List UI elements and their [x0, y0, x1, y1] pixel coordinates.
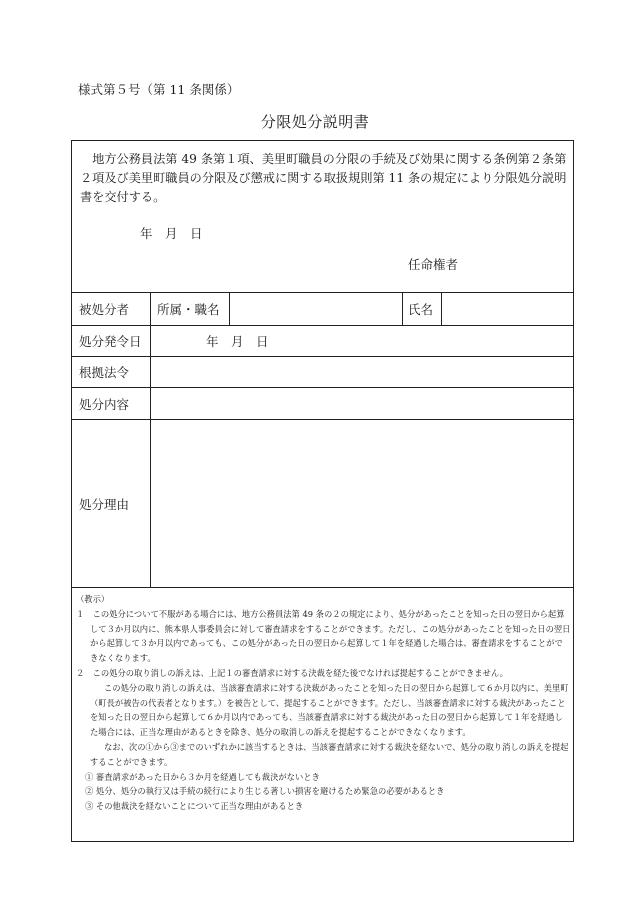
notice-option-2: ② 処分、処分の執行又は手続の続行により生じる著しい損害を避けるため緊急の必要があるとき — [85, 786, 445, 797]
issue-date-label: 処分発令日 — [79, 334, 142, 349]
notice-item-2-exceptions: なお、次の①から③までのいずれかに該当するときは、当該審査請求に対する裁決を経ないで、処分の取り消しの訴えを提起することができます。 — [90, 741, 569, 767]
row-divider — [72, 325, 573, 326]
intro-text: 地方公務員法第 49 条第１項、美里町職員の分限の手続及び効果に関する条例第２条第２項及び美里町職員の分限及び懲戒に関する取扱規則第 11 条の規定により分限処分説明書を交付する。 — [80, 152, 567, 204]
notice-option-1: ① 審査請求があった日から３か月を経過しても裁決がないとき — [85, 771, 320, 782]
form-frame — [71, 140, 574, 842]
row-divider — [72, 292, 573, 293]
form-number: 様式第５号（第 11 条関係） — [78, 82, 240, 97]
column-divider — [441, 292, 442, 325]
row-divider — [72, 356, 573, 357]
legal-basis-label: 根拠法令 — [79, 365, 130, 380]
document-title: 分限処分説明書 — [260, 113, 370, 131]
notice-item-2-paragraph: この処分の取り消しの訴えは、当該審査請求に対する決裁があったことを知った日の翌日から起算して６か月以内に、美里町（町長が被告の代表者となります。）を被告として、提起することができます。ただし、当該審査請求に対する裁決があったことを知った日の翌日から起算して６か月以内であっても、当該審査請求に対する裁決があった日の翌日から起算して１年を経過した場合には、正当な理由があるときを除き、処分の取消しの訴えを提起することができなくなります。 — [90, 682, 569, 738]
reason-label: 処分理由 — [79, 497, 130, 512]
notice-option-3: ③ その他裁決を経ないことについて正当な理由があるとき — [85, 801, 304, 812]
column-divider — [229, 292, 230, 325]
row-divider — [72, 387, 573, 388]
appointing-authority-label: 任命権者 — [408, 257, 459, 272]
notice-heading: （教示） — [76, 594, 110, 604]
row-divider — [72, 419, 573, 420]
row-divider — [72, 587, 573, 588]
column-divider — [150, 292, 151, 587]
issue-date-blank: 年 月 日 — [140, 226, 203, 241]
notice-item-2: ２ この処分の取り消しの訴えは、上記１の審査請求に対する決裁を経た後でなければ提起することができません。 — [76, 667, 508, 678]
notice-section — [76, 592, 571, 814]
affiliation-label: 所属・職名 — [157, 302, 220, 317]
name-label: 氏名 — [408, 302, 434, 317]
notice-item-1: １ この処分について不服がある場合には、地方公務員法第 49 条の２の規定により、処分があったことを知った日の翌日から起算して３か月以内に、熊本県人事委員会に対して審査請求をすることができます。ただし、この処分があったことを知った日の翌日から起算して３か月以内であっても、この処分があった日の翌日から起算して１年を経過した場合は、審査請求をすることができなくなります。 — [76, 608, 571, 664]
issue-date-value: 年 月 日 — [206, 334, 269, 349]
column-divider — [402, 292, 403, 325]
content-label: 処分内容 — [79, 397, 130, 412]
subject-label: 被処分者 — [79, 302, 130, 317]
